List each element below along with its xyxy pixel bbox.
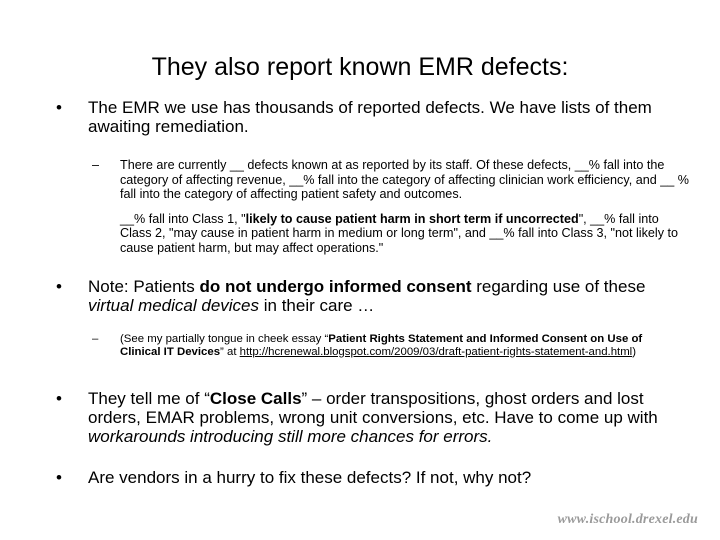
- virtual-devices-emphasis: virtual medical devices: [88, 296, 260, 315]
- footer-url-logo: www.ischool.drexel.edu: [557, 512, 698, 527]
- essay-link[interactable]: http://hcrenewal.blogspot.com/2009/03/draft-patient-rights-statement-and.html: [239, 345, 633, 358]
- essay-title: Patient Rights Statement and Informed Consent on Use of Clinical IT Devices: [120, 333, 643, 358]
- informed-consent-emphasis: do not undergo informed consent: [199, 277, 472, 296]
- bullet-text: The EMR we use has thousands of reported defects. We have lists of them awaiting remediation.: [88, 98, 652, 136]
- dash-marker: –: [92, 333, 99, 345]
- bullet-marker: •: [56, 389, 62, 408]
- dash-marker: –: [92, 158, 100, 172]
- workarounds-emphasis: workarounds introducing still more chances for errors.: [88, 427, 493, 446]
- bullet-text: They tell me of “Close Calls” – order transpositions, ghost orders and lost orders, EMAR problems, wrong unit conversions, etc. Have to come up with workarounds introducing still more chances for errors.: [88, 389, 658, 446]
- defect-categories-paragraph: There are currently __ defects known at as reported by its staff. Of these defects, __% fall into the category of affecting revenue, __% fall into the category of affecting clinician work efficiency, and __ % fall into the category of affecting patient safety and outcomes.: [120, 158, 689, 202]
- sub-bullet-text: (See my partially tongue in cheek essay “Patient Rights Statement and Informed Consent on Use of Clinical IT Devices” at http://hcrenewal.blogspot.com/2009/03/draft-patient-rights-statement-and.html): [120, 333, 643, 358]
- close-calls-emphasis: Close Calls: [209, 389, 302, 408]
- bullet-text: Are vendors in a hurry to fix these defects? If not, why not?: [88, 468, 532, 487]
- class-text-b: ", __% fall into Class 2, "may cause in patient harm in medium or long term", and __% fall into Class 3, "not likely to cause patient harm, but may affect operations.": [120, 211, 678, 255]
- bullet-marker: •: [56, 98, 62, 117]
- class-text-a: __% fall into Class 1, ": [120, 211, 246, 226]
- bullet-text: Note: Patients do not undergo informed consent regarding use of these virtual medical devices in their care …: [88, 277, 646, 315]
- class1-emphasis: likely to cause patient harm in short term if uncorrected: [245, 211, 579, 226]
- bullet-marker: •: [56, 468, 62, 487]
- sub-bullet-text: [120, 158, 692, 256]
- slide-title: They also report known EMR defects:: [151, 53, 569, 81]
- defect-classes-paragraph: [120, 212, 692, 256]
- bullet-marker: •: [56, 277, 62, 296]
